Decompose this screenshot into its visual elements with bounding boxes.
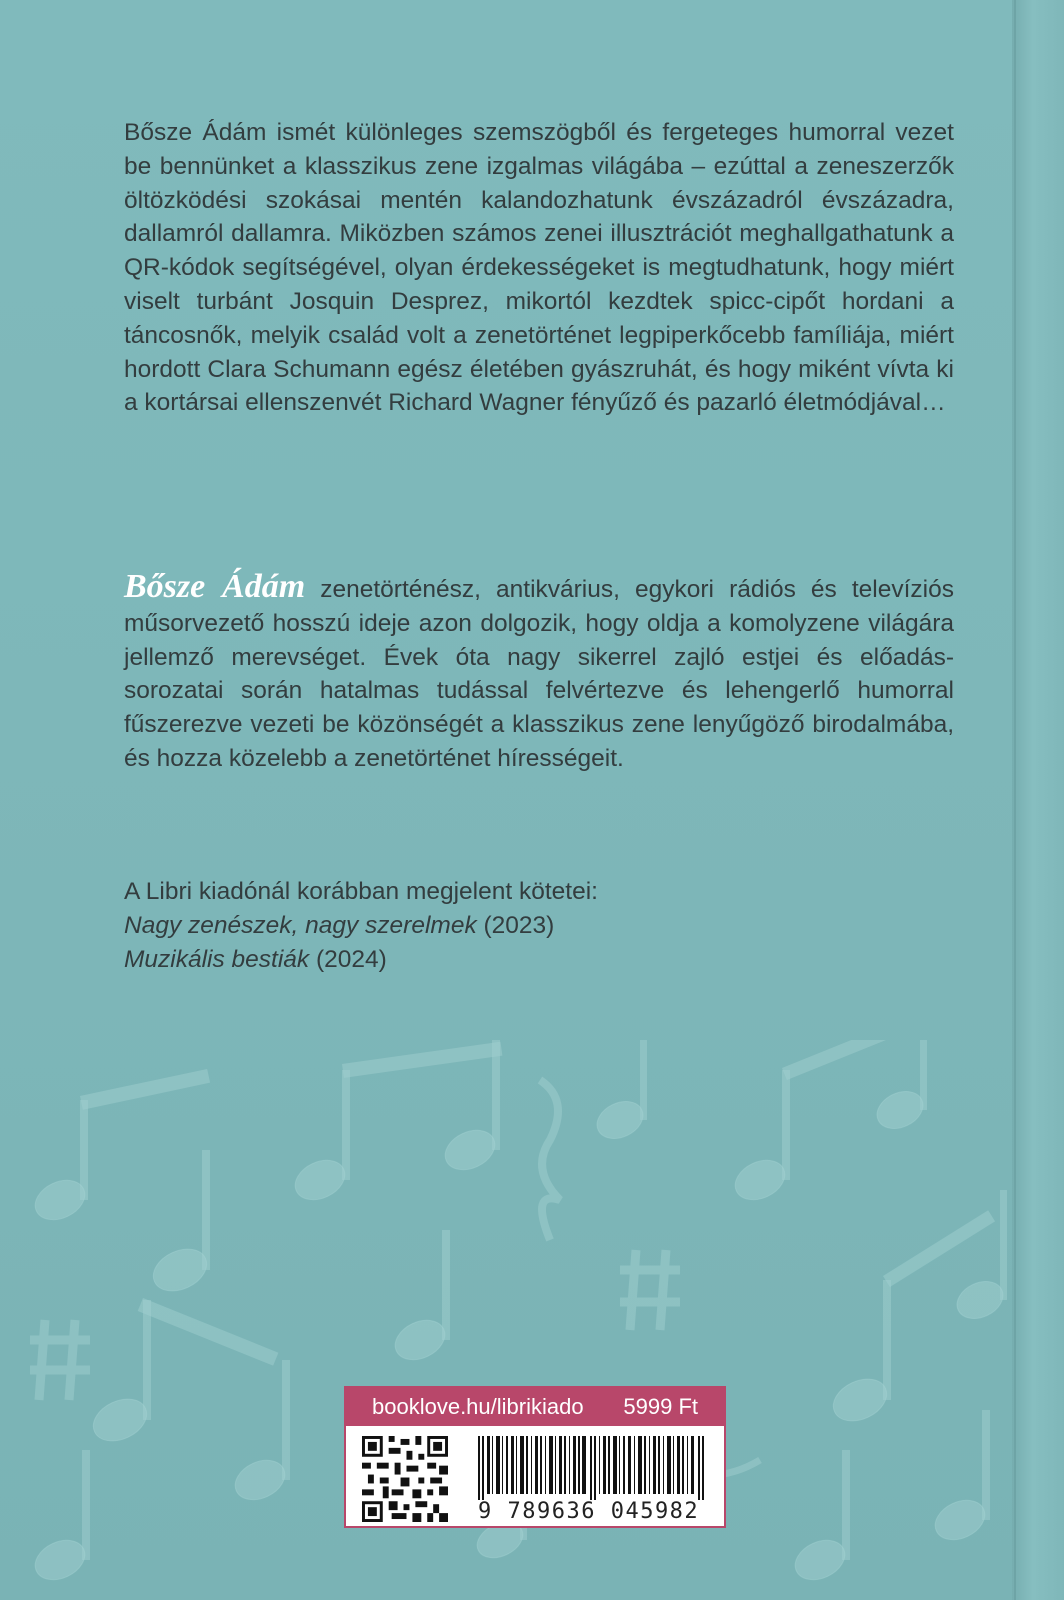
price: 5999 Ft <box>623 1394 698 1419</box>
qr-code-icon[interactable] <box>362 1436 448 1522</box>
book-title: Muzikális bestiák <box>124 945 310 973</box>
book-year: (2023) <box>476 911 555 939</box>
price-label-header <box>346 1388 724 1426</box>
book-title: Nagy zenészek, nagy szerelmek <box>124 911 477 939</box>
spine-edge <box>1012 0 1064 1600</box>
previous-books <box>124 875 954 976</box>
publisher-url[interactable]: booklove.hu/librikiado <box>372 1394 584 1419</box>
book-year: (2024) <box>309 945 387 973</box>
spine-hinge-line <box>1014 0 1016 1600</box>
author-name: Bősze Ádám <box>124 568 306 605</box>
isbn-number: 9 789636 045982 <box>478 1499 700 1524</box>
previous-book-item <box>124 909 954 943</box>
previous-book-item <box>124 943 954 977</box>
price-label <box>344 1386 726 1528</box>
previous-books-intro: A Libri kiadónál korábban megjelent kötetei: <box>124 878 598 905</box>
author-bio-text: zenetörténész, antikvárius, egykori rádiós és televíziós műsorvezető hosszú ideje azon dolgozik, hogy oldja a komolyzene világára jellemző merevséget. Évek óta nagy sikerrel zajló estjei és előadás-sorozatai során hatalmas tudással felvértezve és lehengerlő humorral fűszerezve vezeti be közönségét a klasszikus zene lenyűgöző birodalmába, és hozza közelebb a zenetörténet hírességeit. <box>124 576 954 772</box>
author-bio-paragraph <box>124 570 954 776</box>
blurb-paragraph: Bősze Ádám ismét különleges szemszögből és fergeteges humorral vezet be bennünket a klasszikus zene izgalmas világába – ezúttal a zeneszerzők öltözködési szokásai mentén kalandozhatunk évszázadról évszázadra, dallamról dallamra. Miközben számos zenei illusztrációt meghallgathatunk a QR-kódok segítségével, olyan érdekességeket is megtudhatunk, hogy miért viselt turbánt Josquin Desprez, mikortól kezdtek spicc-cipőt hordani a táncosnők, melyik család volt a zenetörténet legpiperkőcebb famíliája, miért hordott Clara Schumann egész életében gyászruhát, és hogy miként vívta ki a kortársai ellenszenvét Richard Wagner fényűző és pazarló életmódjával… <box>124 119 954 417</box>
barcode-icon <box>478 1436 708 1500</box>
